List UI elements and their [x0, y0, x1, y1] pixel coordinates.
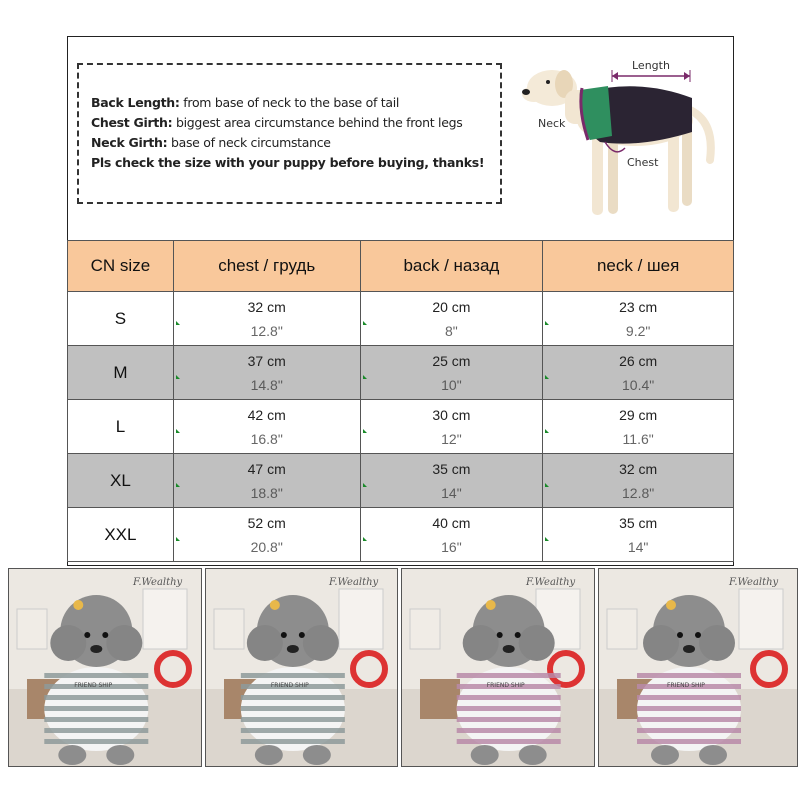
note-back-length: Back Length: from base of neck to the base of tail — [91, 95, 400, 110]
table-row — [68, 454, 734, 508]
size-cell: XXL — [68, 508, 174, 562]
svg-text:F.Wealthy: F.Wealthy — [329, 577, 379, 588]
note-chest-girth: Chest Girth: biggest area circumstance behind the front legs — [91, 115, 463, 130]
svg-text:FRIEND SHIP: FRIEND SHIP — [486, 682, 525, 689]
back-cell: 30 cm 12" — [360, 400, 543, 454]
note-neck-girth: Neck Girth: base of neck circumstance — [91, 135, 331, 150]
svg-text:FRIEND SHIP: FRIEND SHIP — [74, 682, 113, 689]
striped-pajama — [44, 667, 148, 751]
back-cell: 40 cm 16" — [360, 508, 543, 562]
dog-measurement-figure — [520, 50, 725, 230]
back-cell: 20 cm 8" — [360, 292, 543, 346]
neck-cell: 26 cm 10.4" — [543, 346, 734, 400]
photo-poodle-pink-standing[interactable] — [401, 568, 595, 767]
poodle-photo-illustration — [402, 569, 595, 767]
striped-pajama — [637, 667, 741, 751]
dog-in-jacket-illustration — [520, 50, 725, 230]
poodle-photo-illustration — [599, 569, 798, 767]
svg-text:F.Wealthy: F.Wealthy — [729, 577, 779, 588]
svg-text:FRIEND SHIP: FRIEND SHIP — [270, 682, 309, 689]
neck-cell: 32 cm 12.8" — [543, 454, 734, 508]
photo-poodle-pink-sitting[interactable] — [598, 568, 798, 767]
chest-cell: 32 cm 12.8" — [173, 292, 360, 346]
chest-cell: 52 cm 20.8" — [173, 508, 360, 562]
back-cell: 35 cm 14" — [360, 454, 543, 508]
neck-cell: 29 cm 11.6" — [543, 400, 734, 454]
size-cell: M — [68, 346, 174, 400]
chest-cell: 37 cm 14.8" — [173, 346, 360, 400]
chest-cell: 42 cm 16.8" — [173, 400, 360, 454]
chest-label: Chest — [627, 156, 659, 169]
size-table — [67, 240, 734, 562]
table-row — [68, 400, 734, 454]
photo-poodle-grey-side[interactable] — [205, 568, 398, 767]
header-back: back / назад — [360, 241, 543, 292]
neck-cell: 23 cm 9.2" — [543, 292, 734, 346]
size-cell: XL — [68, 454, 174, 508]
back-cell: 25 cm 10" — [360, 346, 543, 400]
header-chest: chest / грудь — [173, 241, 360, 292]
striped-pajama — [241, 667, 345, 751]
table-header-row — [68, 241, 734, 292]
striped-pajama — [457, 667, 561, 751]
product-photos — [8, 568, 798, 767]
svg-text:FRIEND SHIP: FRIEND SHIP — [667, 682, 705, 689]
neck-cell: 35 cm 14" — [543, 508, 734, 562]
header-neck: neck / шея — [543, 241, 734, 292]
table-row — [68, 346, 734, 400]
svg-text:F.Wealthy: F.Wealthy — [526, 577, 576, 588]
header-cn-size: CN size — [68, 241, 174, 292]
note-check-size: Pls check the size with your puppy before buying, thanks! — [91, 155, 485, 170]
photo-poodle-grey-sitting[interactable] — [8, 568, 202, 767]
svg-text:F.Wealthy: F.Wealthy — [133, 577, 183, 588]
chest-cell: 47 cm 18.8" — [173, 454, 360, 508]
table-row — [68, 508, 734, 562]
poodle-photo-illustration — [9, 569, 202, 767]
poodle-photo-illustration — [206, 569, 398, 767]
size-cell: S — [68, 292, 174, 346]
table-row — [68, 292, 734, 346]
measurement-notes — [77, 63, 502, 204]
size-cell: L — [68, 400, 174, 454]
neck-label: Neck — [538, 117, 566, 130]
length-label: Length — [632, 59, 670, 72]
